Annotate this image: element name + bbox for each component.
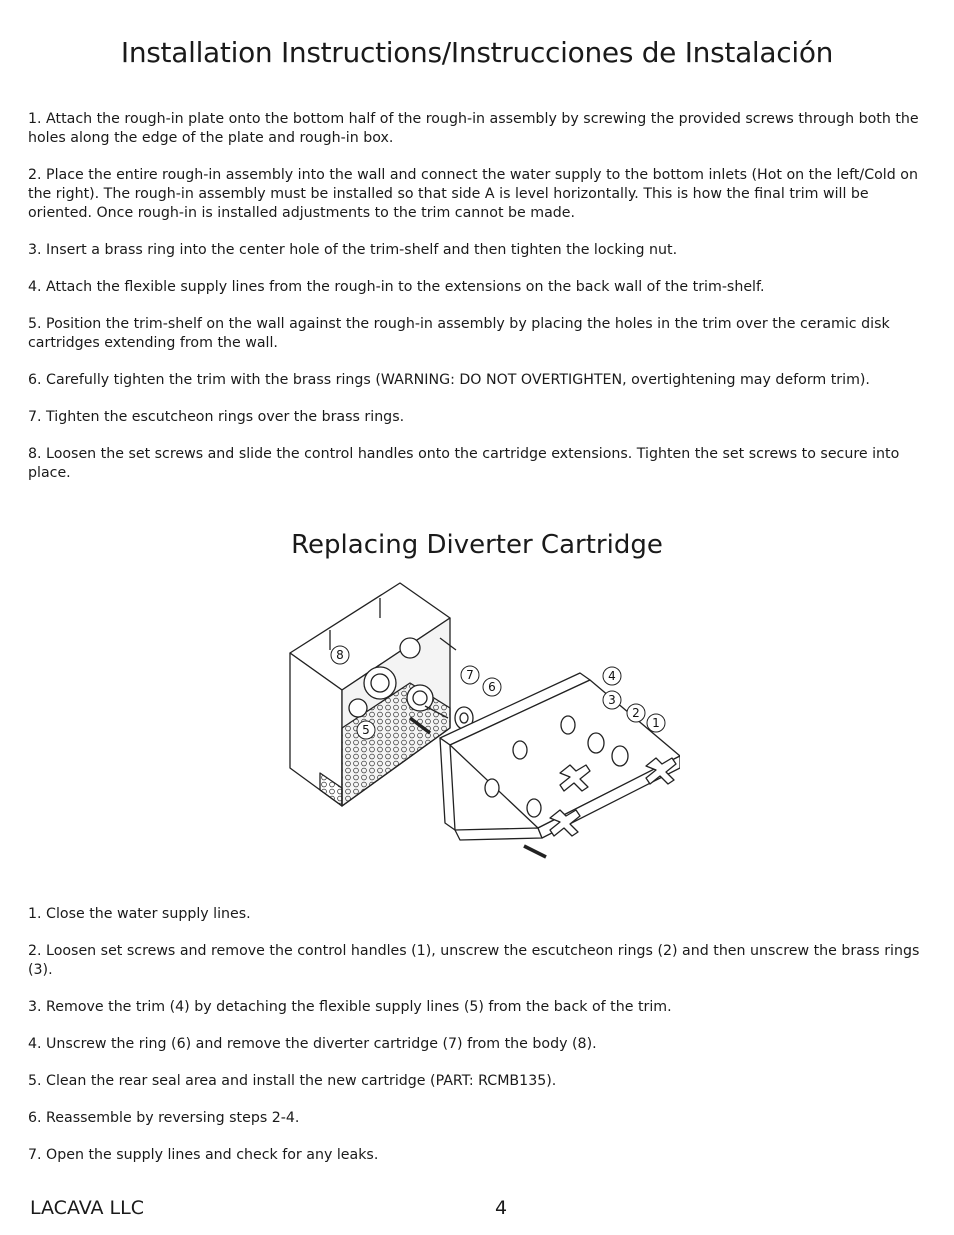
callout-1 (647, 714, 665, 732)
replacing-step: 6. Reassemble by reversing steps 2-4. (28, 1110, 300, 1126)
page-title: Installation Instructions/Instrucciones de Instalación (120, 36, 834, 69)
svg-text:5: 5 (362, 723, 370, 737)
replacing-step: 5. Clean the rear seal area and install the new cartridge (PART: RCMB135). (28, 1073, 557, 1089)
callout-5 (357, 721, 375, 739)
svg-text:2: 2 (632, 706, 640, 720)
installation-step: 1. Attach the rough-in plate onto the bottom half of the rough-in assembly by screwing the provided screws through both the holes along the edge of the plate and rough-in box. (28, 111, 919, 146)
replacing-step: 1. Close the water supply lines. (28, 906, 251, 922)
installation-step: 8. Loosen the set screws and slide the control handles onto the cartridge extensions. Tighten the set screws to secure into place. (28, 446, 900, 481)
replacing-step: 4. Unscrew the ring (6) and remove the diverter cartridge (7) from the body (8). (28, 1036, 597, 1052)
replacing-steps-list (28, 905, 928, 1183)
trim-shelf (440, 673, 680, 857)
page-number: 4 (495, 1197, 508, 1219)
rough-in-body (290, 583, 456, 806)
installation-step: 6. Carefully tighten the trim with the brass rings (WARNING: DO NOT OVERTIGHTEN, overtightening may deform trim). (28, 372, 870, 388)
svg-text:4: 4 (608, 669, 616, 683)
svg-text:6: 6 (488, 680, 496, 694)
svg-text:3: 3 (608, 693, 616, 707)
callout-3 (603, 691, 621, 709)
installation-step: 5. Position the trim-shelf on the wall against the rough-in assembly by placing the holes in the trim over the ceramic disk cartridges extending from the wall. (28, 316, 890, 351)
callout-4 (603, 667, 621, 685)
section-title: Replacing Diverter Cartridge (291, 530, 663, 560)
footer-company: LACAVA LLC (30, 1197, 144, 1219)
callout-6 (483, 678, 501, 696)
installation-step: 4. Attach the flexible supply lines from the rough-in to the extensions on the back wall of the trim-shelf. (28, 279, 765, 295)
replacing-step: 2. Loosen set screws and remove the control handles (1), unscrew the escutcheon rings (2) and then unscrew the brass rings (3). (28, 943, 920, 978)
diverter-exploded-diagram (280, 578, 680, 893)
installation-steps-list (28, 110, 928, 501)
installation-step: 2. Place the entire rough-in assembly into the wall and connect the water supply to the bottom inlets (Hot on the left/Cold on the right). The rough-in assembly must be installed so that side A is level horizontally. This is how the final trim will be oriented. Once rough-in is installed adjustments to the trim cannot be made. (28, 167, 918, 221)
replacing-step: 3. Remove the trim (4) by detaching the flexible supply lines (5) from the back of the trim. (28, 999, 672, 1015)
replacing-step: 7. Open the supply lines and check for any leaks. (28, 1147, 379, 1163)
callout-7 (461, 666, 479, 684)
svg-text:1: 1 (652, 716, 660, 730)
installation-step: 3. Insert a brass ring into the center hole of the trim-shelf and then tighten the locking nut. (28, 242, 678, 258)
callout-2 (627, 704, 645, 722)
svg-text:7: 7 (466, 668, 474, 682)
svg-text:8: 8 (336, 648, 344, 662)
callout-8 (331, 646, 349, 664)
installation-step: 7. Tighten the escutcheon rings over the brass rings. (28, 409, 405, 425)
